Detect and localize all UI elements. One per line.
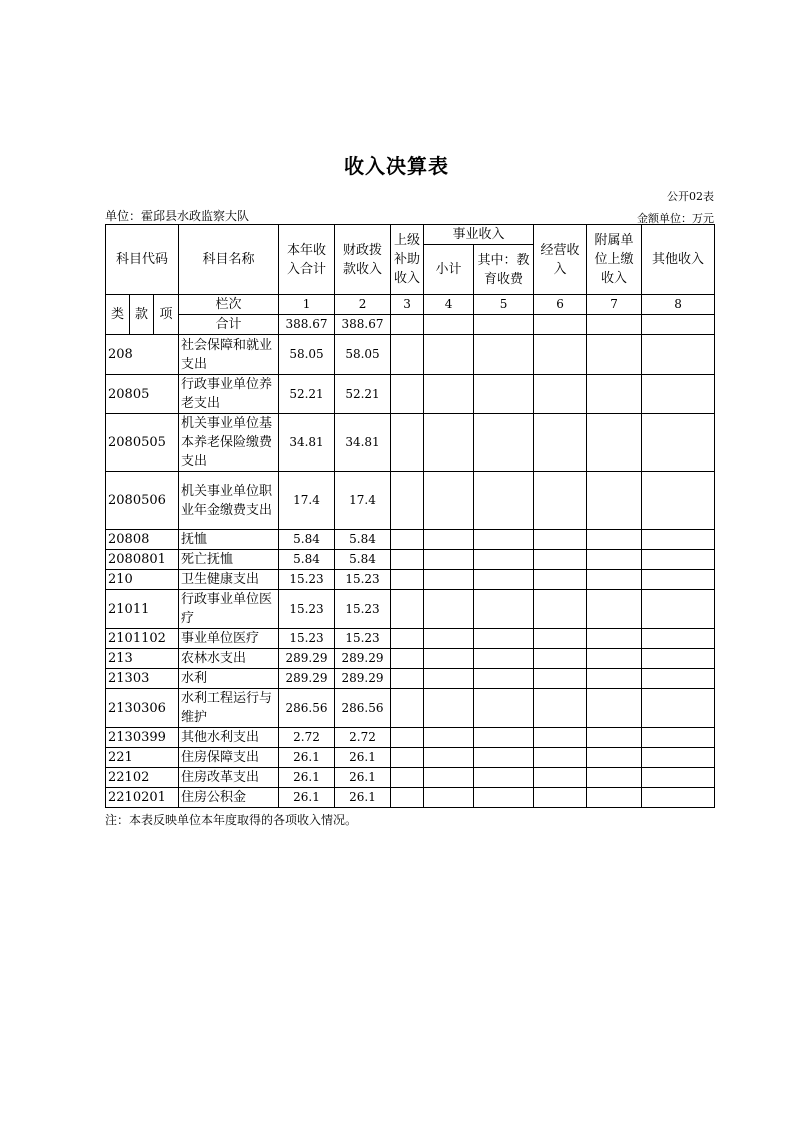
empty-cell bbox=[391, 748, 424, 768]
empty-cell bbox=[534, 375, 587, 414]
empty-cell bbox=[474, 649, 534, 669]
row-fiscal: 286.56 bbox=[335, 689, 391, 728]
empty-cell bbox=[424, 629, 474, 649]
empty-cell bbox=[424, 472, 474, 530]
row-fiscal: 5.84 bbox=[335, 550, 391, 570]
row-code: 2210201 bbox=[106, 788, 179, 808]
empty-cell bbox=[534, 788, 587, 808]
empty-cell bbox=[587, 768, 642, 788]
header-total: 本年收入合计 bbox=[279, 225, 335, 295]
row-fiscal: 289.29 bbox=[335, 669, 391, 689]
header-affiliated: 附属单位上缴收入 bbox=[587, 225, 642, 295]
row-code: 20808 bbox=[106, 530, 179, 550]
empty-cell bbox=[534, 728, 587, 748]
empty-cell bbox=[642, 629, 715, 649]
empty-cell bbox=[642, 315, 715, 335]
empty-cell bbox=[391, 550, 424, 570]
row-name: 机关事业单位职业年金缴费支出 bbox=[179, 472, 279, 530]
row-name: 住房改革支出 bbox=[179, 768, 279, 788]
empty-cell bbox=[534, 472, 587, 530]
col-index: 7 bbox=[587, 295, 642, 315]
row-total: 26.1 bbox=[279, 768, 335, 788]
empty-cell bbox=[642, 472, 715, 530]
col-index: 1 bbox=[279, 295, 335, 315]
empty-cell bbox=[642, 768, 715, 788]
empty-cell bbox=[534, 414, 587, 472]
row-name: 事业单位医疗 bbox=[179, 629, 279, 649]
row-total: 5.84 bbox=[279, 550, 335, 570]
col-index: 2 bbox=[335, 295, 391, 315]
income-table bbox=[105, 224, 715, 808]
empty-cell bbox=[534, 669, 587, 689]
total-fiscal: 388.67 bbox=[335, 315, 391, 335]
table-row bbox=[106, 375, 715, 414]
row-total: 26.1 bbox=[279, 748, 335, 768]
empty-cell bbox=[391, 788, 424, 808]
table-row bbox=[106, 728, 715, 748]
header-fiscal: 财政拨款收入 bbox=[335, 225, 391, 295]
empty-cell bbox=[391, 629, 424, 649]
empty-cell bbox=[424, 768, 474, 788]
empty-cell bbox=[424, 414, 474, 472]
header-name: 科目名称 bbox=[179, 225, 279, 295]
table-row bbox=[106, 335, 715, 375]
empty-cell bbox=[391, 315, 424, 335]
row-total: 58.05 bbox=[279, 335, 335, 375]
header-operating: 经营收入 bbox=[534, 225, 587, 295]
data-rows bbox=[106, 335, 715, 808]
empty-cell bbox=[534, 550, 587, 570]
empty-cell bbox=[424, 590, 474, 629]
empty-cell bbox=[587, 689, 642, 728]
page-title: 收入决算表 bbox=[344, 154, 449, 178]
empty-cell bbox=[474, 530, 534, 550]
table-row bbox=[106, 472, 715, 530]
empty-cell bbox=[642, 414, 715, 472]
table-row bbox=[106, 570, 715, 590]
row-fiscal: 58.05 bbox=[335, 335, 391, 375]
row-total: 34.81 bbox=[279, 414, 335, 472]
row-name: 社会保障和就业支出 bbox=[179, 335, 279, 375]
row-code: 22102 bbox=[106, 768, 179, 788]
empty-cell bbox=[587, 669, 642, 689]
empty-cell bbox=[587, 629, 642, 649]
empty-cell bbox=[534, 530, 587, 550]
empty-cell bbox=[642, 590, 715, 629]
row-name: 抚恤 bbox=[179, 530, 279, 550]
header-kuan: 款 bbox=[130, 295, 154, 335]
row-name: 水利工程运行与维护 bbox=[179, 689, 279, 728]
row-code: 2080505 bbox=[106, 414, 179, 472]
row-total: 5.84 bbox=[279, 530, 335, 550]
unit-label: 单位：霍邱县水政监察大队 bbox=[105, 209, 250, 223]
col-index: 4 bbox=[424, 295, 474, 315]
empty-cell bbox=[391, 728, 424, 748]
header-code: 科目代码 bbox=[106, 225, 179, 295]
header-edu: 其中：教育收费 bbox=[474, 245, 534, 295]
empty-cell bbox=[587, 788, 642, 808]
row-fiscal: 15.23 bbox=[335, 570, 391, 590]
row-total: 52.21 bbox=[279, 375, 335, 414]
empty-cell bbox=[642, 335, 715, 375]
row-total: 289.29 bbox=[279, 649, 335, 669]
empty-cell bbox=[534, 689, 587, 728]
table-row bbox=[106, 669, 715, 689]
empty-cell bbox=[474, 669, 534, 689]
empty-cell bbox=[587, 728, 642, 748]
total-amount: 388.67 bbox=[279, 315, 335, 335]
empty-cell bbox=[391, 530, 424, 550]
row-code: 21011 bbox=[106, 590, 179, 629]
row-total: 15.23 bbox=[279, 570, 335, 590]
row-code: 20805 bbox=[106, 375, 179, 414]
empty-cell bbox=[474, 629, 534, 649]
header-subtotal: 小计 bbox=[424, 245, 474, 295]
empty-cell bbox=[642, 530, 715, 550]
row-fiscal: 34.81 bbox=[335, 414, 391, 472]
row-name: 水利 bbox=[179, 669, 279, 689]
row-fiscal: 15.23 bbox=[335, 629, 391, 649]
row-fiscal: 2.72 bbox=[335, 728, 391, 748]
empty-cell bbox=[474, 335, 534, 375]
row-code: 210 bbox=[106, 570, 179, 590]
empty-cell bbox=[474, 748, 534, 768]
row-name: 机关事业单位基本养老保险缴费支出 bbox=[179, 414, 279, 472]
empty-cell bbox=[391, 689, 424, 728]
empty-cell bbox=[474, 550, 534, 570]
row-code: 2080801 bbox=[106, 550, 179, 570]
row-total: 15.23 bbox=[279, 590, 335, 629]
table-row bbox=[106, 788, 715, 808]
empty-cell bbox=[642, 570, 715, 590]
row-fiscal: 26.1 bbox=[335, 768, 391, 788]
empty-cell bbox=[391, 414, 424, 472]
empty-cell bbox=[534, 649, 587, 669]
row-name: 住房公积金 bbox=[179, 788, 279, 808]
empty-cell bbox=[642, 689, 715, 728]
row-fiscal: 52.21 bbox=[335, 375, 391, 414]
empty-cell bbox=[587, 375, 642, 414]
header-lei: 类 bbox=[106, 295, 130, 335]
header-business: 事业收入 bbox=[424, 225, 534, 245]
empty-cell bbox=[534, 315, 587, 335]
col-index: 6 bbox=[534, 295, 587, 315]
total-label: 合计 bbox=[179, 315, 279, 335]
table-row bbox=[106, 629, 715, 649]
table-row bbox=[106, 649, 715, 669]
col-index: 8 bbox=[642, 295, 715, 315]
table-row bbox=[106, 689, 715, 728]
empty-cell bbox=[534, 590, 587, 629]
empty-cell bbox=[642, 788, 715, 808]
empty-cell bbox=[587, 472, 642, 530]
total-row bbox=[106, 315, 715, 335]
empty-cell bbox=[391, 768, 424, 788]
empty-cell bbox=[474, 375, 534, 414]
row-fiscal: 17.4 bbox=[335, 472, 391, 530]
row-total: 15.23 bbox=[279, 629, 335, 649]
empty-cell bbox=[474, 788, 534, 808]
empty-cell bbox=[474, 728, 534, 748]
header-superior: 上级补助收入 bbox=[391, 225, 424, 295]
empty-cell bbox=[424, 748, 474, 768]
empty-cell bbox=[391, 669, 424, 689]
empty-cell bbox=[424, 570, 474, 590]
empty-cell bbox=[642, 375, 715, 414]
table-row bbox=[106, 768, 715, 788]
row-code: 21303 bbox=[106, 669, 179, 689]
table-row bbox=[106, 550, 715, 570]
header-other: 其他收入 bbox=[642, 225, 715, 295]
col-index: 5 bbox=[474, 295, 534, 315]
empty-cell bbox=[587, 335, 642, 375]
empty-cell bbox=[391, 590, 424, 629]
empty-cell bbox=[534, 768, 587, 788]
empty-cell bbox=[391, 649, 424, 669]
row-code: 213 bbox=[106, 649, 179, 669]
table-row bbox=[106, 530, 715, 550]
empty-cell bbox=[424, 669, 474, 689]
empty-cell bbox=[534, 629, 587, 649]
row-name: 行政事业单位养老支出 bbox=[179, 375, 279, 414]
empty-cell bbox=[587, 315, 642, 335]
empty-cell bbox=[642, 728, 715, 748]
empty-cell bbox=[474, 472, 534, 530]
row-code: 208 bbox=[106, 335, 179, 375]
row-total: 289.29 bbox=[279, 669, 335, 689]
empty-cell bbox=[424, 375, 474, 414]
empty-cell bbox=[642, 550, 715, 570]
row-code: 2101102 bbox=[106, 629, 179, 649]
row-code: 2130306 bbox=[106, 689, 179, 728]
row-code: 2130399 bbox=[106, 728, 179, 748]
empty-cell bbox=[587, 748, 642, 768]
empty-cell bbox=[474, 570, 534, 590]
empty-cell bbox=[424, 689, 474, 728]
header-xiang: 项 bbox=[154, 295, 179, 335]
empty-cell bbox=[587, 570, 642, 590]
row-code: 221 bbox=[106, 748, 179, 768]
empty-cell bbox=[534, 570, 587, 590]
empty-cell bbox=[391, 335, 424, 375]
col-index: 3 bbox=[391, 295, 424, 315]
row-fiscal: 289.29 bbox=[335, 649, 391, 669]
empty-cell bbox=[391, 570, 424, 590]
empty-cell bbox=[587, 530, 642, 550]
empty-cell bbox=[642, 649, 715, 669]
row-name: 其他水利支出 bbox=[179, 728, 279, 748]
row-total: 17.4 bbox=[279, 472, 335, 530]
row-total: 286.56 bbox=[279, 689, 335, 728]
row-name: 农林水支出 bbox=[179, 649, 279, 669]
header-lanci: 栏次 bbox=[179, 295, 279, 315]
empty-cell bbox=[587, 590, 642, 629]
empty-cell bbox=[424, 788, 474, 808]
empty-cell bbox=[587, 550, 642, 570]
empty-cell bbox=[474, 414, 534, 472]
empty-cell bbox=[424, 335, 474, 375]
empty-cell bbox=[424, 315, 474, 335]
table-row bbox=[106, 748, 715, 768]
row-name: 卫生健康支出 bbox=[179, 570, 279, 590]
empty-cell bbox=[424, 530, 474, 550]
empty-cell bbox=[424, 550, 474, 570]
row-total: 26.1 bbox=[279, 788, 335, 808]
row-fiscal: 5.84 bbox=[335, 530, 391, 550]
empty-cell bbox=[391, 375, 424, 414]
row-name: 死亡抚恤 bbox=[179, 550, 279, 570]
empty-cell bbox=[474, 768, 534, 788]
row-fiscal: 26.1 bbox=[335, 748, 391, 768]
empty-cell bbox=[474, 590, 534, 629]
empty-cell bbox=[391, 472, 424, 530]
empty-cell bbox=[642, 748, 715, 768]
empty-cell bbox=[587, 414, 642, 472]
row-fiscal: 26.1 bbox=[335, 788, 391, 808]
empty-cell bbox=[474, 689, 534, 728]
empty-cell bbox=[424, 649, 474, 669]
empty-cell bbox=[534, 748, 587, 768]
row-fiscal: 15.23 bbox=[335, 590, 391, 629]
empty-cell bbox=[424, 728, 474, 748]
empty-cell bbox=[474, 315, 534, 335]
row-total: 2.72 bbox=[279, 728, 335, 748]
empty-cell bbox=[642, 669, 715, 689]
table-row bbox=[106, 414, 715, 472]
amount-unit-label: 金额单位：万元 bbox=[637, 212, 714, 225]
empty-cell bbox=[534, 335, 587, 375]
empty-cell bbox=[587, 649, 642, 669]
row-name: 行政事业单位医疗 bbox=[179, 590, 279, 629]
row-name: 住房保障支出 bbox=[179, 748, 279, 768]
footnote: 注：本表反映单位本年度取得的各项收入情况。 bbox=[105, 813, 358, 827]
table-row bbox=[106, 590, 715, 629]
row-code: 2080506 bbox=[106, 472, 179, 530]
form-number: 公开02表 bbox=[667, 190, 714, 203]
